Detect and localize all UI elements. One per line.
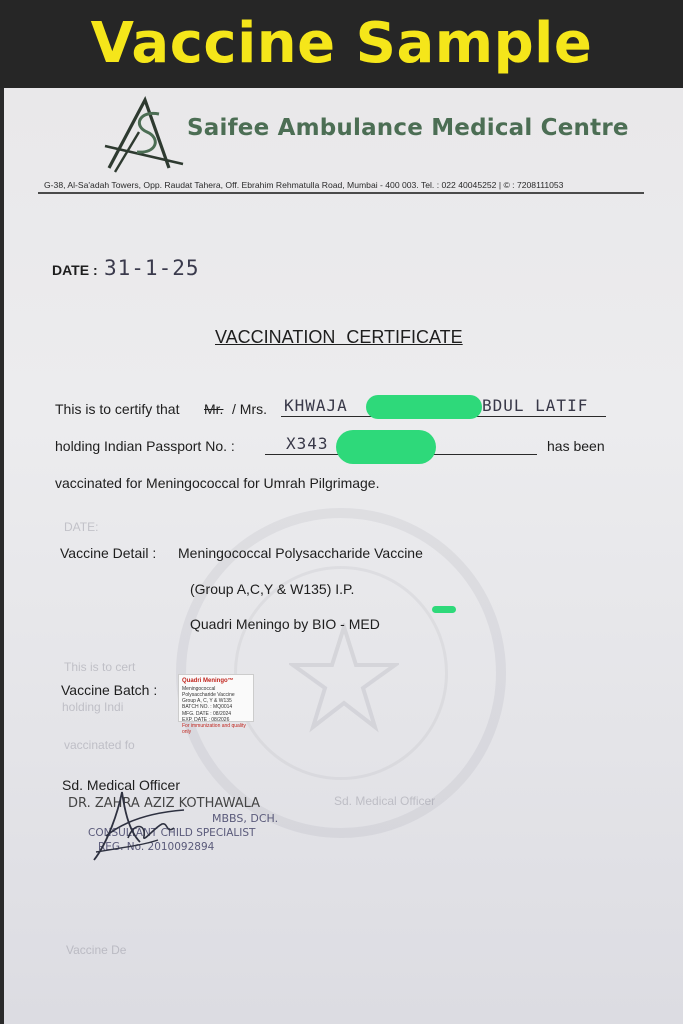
- name-end: BDUL LATIF: [482, 396, 589, 415]
- date-label: DATE :: [52, 262, 98, 278]
- sa-monogram-logo-icon: [99, 96, 189, 178]
- doctor-qualifications: MBBS, DCH.: [212, 812, 279, 825]
- small-redaction: [432, 606, 456, 613]
- ghost-text: This is to cert: [64, 660, 136, 674]
- sticker-line: For immunization and quality only: [182, 723, 246, 736]
- mr-strikethrough: Mr.: [204, 401, 224, 417]
- sticker-line: EXP. DATE : 08/2026: [182, 716, 230, 723]
- header-divider: [38, 192, 644, 194]
- watermark-star-icon: [289, 623, 399, 733]
- ghost-text: DATE:: [64, 520, 99, 534]
- sticker-line: Group A, C, Y & W135: [182, 698, 232, 704]
- centre-name: Saifee Ambulance Medical Centre: [187, 115, 629, 141]
- doctor-reg-no: REG. No. 2010092894: [98, 841, 215, 853]
- vaccine-group: (Group A,C,Y & W135) I.P.: [190, 581, 355, 597]
- vaccine-name: Meningococcal Polysaccharide Vaccine: [178, 545, 423, 561]
- title-banner: [0, 0, 683, 88]
- ghost-text: holding Indi: [62, 700, 124, 714]
- vaccinated-for-text: vaccinated for Meningococcal for Umrah Pilgrimage.: [55, 475, 380, 491]
- name-redaction: [366, 395, 482, 419]
- vaccine-batch-label: Vaccine Batch :: [61, 682, 158, 698]
- has-been-text: has been: [547, 438, 605, 454]
- centre-address: G-38, Al-Sa'adah Towers, Opp. Raudat Tahera, Off. Ebrahim Rehmatulla Road, Mumbai - 400 003. Tel. : 022 40045252 | © : 7208111053: [44, 180, 564, 190]
- sticker-line: BATCH NO. : MQ0014: [182, 704, 233, 711]
- vaccine-brand: Quadri Meningo by BIO - MED: [190, 616, 380, 632]
- officer-label: Sd. Medical Officer: [62, 777, 181, 793]
- certificate-paper: [4, 88, 683, 1024]
- passport-label: holding Indian Passport No. :: [55, 438, 235, 454]
- doctor-name: DR. ZAHRA AZIZ KOTHAWALA: [68, 796, 261, 811]
- vaccine-batch-sticker: [178, 674, 254, 736]
- mrs-label: / Mrs.: [232, 401, 267, 417]
- passport-redaction: [336, 430, 436, 464]
- ghost-text: Sd. Medical Officer: [334, 794, 436, 808]
- handwritten-signature-icon: [88, 782, 198, 866]
- ghost-text: Vaccine De: [66, 943, 127, 957]
- banner-title: Vaccine Sample: [90, 11, 593, 76]
- name-start: KHWAJA: [284, 396, 348, 415]
- ghost-text: vaccinated fo: [64, 738, 135, 752]
- certify-prefix: This is to certify that: [55, 401, 180, 417]
- certificate-title: VACCINATION CERTIFICATE: [215, 327, 463, 347]
- sticker-line: MFG. DATE : 08/2024: [182, 710, 232, 717]
- date-value: 31-1-25: [104, 256, 200, 280]
- doctor-specialty: CONSULTANT CHILD SPECIALIST: [88, 827, 256, 839]
- passport-value: X343: [286, 434, 329, 453]
- sticker-brand: Quadri Meningo™: [182, 678, 234, 684]
- sticker-line: Meningococcal Polysaccharide Vaccine: [182, 685, 235, 698]
- vaccine-detail-label: Vaccine Detail :: [60, 545, 157, 561]
